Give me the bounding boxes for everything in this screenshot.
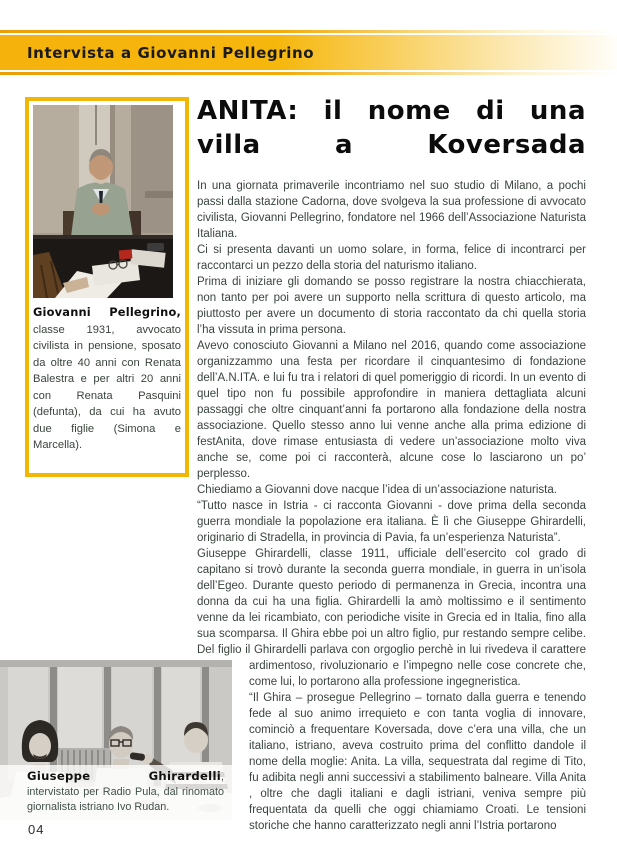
body-paragraph: Ci si presenta davanti un uomo solare, in forma, felice di incontrarci per raccontarci un pezzo della storia del naturismo italiano. — [197, 244, 586, 272]
body-paragraph: In una giornata primaverile incontriamo nel suo studio di Milano, a pochi passi dalla stazione Cadorna, dove svolgeva la sua professione di avvocato civilista, Giovanni Pellegrino, fondatore nel 1966 dell’Associazione Naturista Italiana. — [197, 180, 586, 240]
interview-caption-name: Giuseppe Ghirardelli — [27, 769, 221, 783]
interview-caption-text: , intervistato per Radio Pula, dal rinomato giornalista istriano Ivo Rudan. — [27, 771, 224, 813]
header-top-stripe — [0, 30, 617, 33]
portrait-caption — [33, 304, 181, 454]
portrait-frame — [25, 97, 189, 477]
body-paragraph: “Tutto nasce in Istria - ci racconta Giovanni - dove prima della seconda guerra mondiale la popolazione era italiana. È lì che Giuseppe Ghirardelli, originario di Stradella, in provincia di Pavia, fa un’esperienza Naturista”. — [197, 500, 586, 544]
portrait-caption-name: Giovanni Pellegrino, — [33, 305, 181, 319]
body-paragraph: “Il Ghira – prosegue Pellegrino – tornato dalla guerra e tenendo fede al suo animo irrequieto e con tanta voglia di innovare, cominciò a frequentare Koversada, dove c’era una villa, che un italiano, istriano, aveva costruito prima del conflitto dandole il nome della moglie: Anita. La villa, sequestrata dal regime di Tito, fu adibita negli anni successivi a stabilimento balneare. Villa Anita , oltre che dagli italiani e dagli istriani, veniva sempre più frequentata da quelli che oggi chiamiamo Croati. Le tensioni storiche che hanno caratterizzato negli anni l’Istria portarono — [249, 692, 586, 832]
body-paragraph: Prima di iniziare gli domando se posso registrare la nostra chiacchierata, non tanto per poi avere un supporto nella scrittura di questo articolo, ma piuttosto per avere un documento di storia raccontato da chi quella storia l’ha vissuta in prima persona. — [197, 276, 586, 336]
body-paragraph: Avevo conosciuto Giovanni a Milano nel 2016, quando come associazione organizzammo una festa per ricordare il cinquantesimo di fondazione dell’A.N.ITA. e lui fu tra i relatori di quel pomeriggio di ricordi. In un evento di quel tipo non fu possibile approfondire in maniera dettagliata alcuni passaggi che oltre cinquant’anni fa portarono alla fondazione della nostra associazione. Quello stesso anno lui venne anche alla prima edizione di festAnita, dove rimase entusiasta di vedere un’associazione molto viva anche se, come poi ci racconterà, alcune cose lo lasciarono un po’ perplesso. — [197, 340, 586, 480]
article-title-line2: villa a Koversada — [197, 130, 586, 160]
giovanni-pellegrino-photo — [33, 105, 173, 298]
header-title: Intervista a Giovanni Pellegrino — [27, 43, 315, 62]
article-body-top — [197, 178, 586, 658]
body-paragraph: ardimentoso, rivoluzionario e l’impegno nelle cose concrete che, come lui, lo portarono alla professione ingegneristica. — [249, 660, 586, 688]
portrait-caption-text: classe 1931, avvocato civilista in pensione, sposato da oltre 40 anni con Renata Balestra e per altri 20 anni con Renata Pasquini (defunta), da cui ha avuto due figlie (Simona e Marcella). — [33, 323, 181, 451]
page-number: 04 — [28, 822, 45, 837]
interview-photo-caption — [0, 765, 232, 820]
interview-photo-block — [0, 660, 232, 820]
body-paragraph: Giuseppe Ghirardelli, classe 1911, ufficiale dell’esercito col grado di capitano si trovò durante la seconda guerra mondiale, in guerra in un’isola dell’Egeo. Durante questo periodo di permanenza in Grecia, incontra una donna da cui ha una figlia. Ghirardelli la amò moltissimo e il sentimento venne da lei ricambiato, con periodiche visite in Grecia ed in Italia, fino alla sua scomparsa. Il Ghira ebbe poi un altro figlio, pur restando sempre celibe. Del figlio il Ghirardelli parlava con orgoglio perchè in lui rivedeva il carattere — [197, 548, 586, 656]
body-paragraph: Chiediamo a Giovanni dove nacque l’idea di un’associazione naturista. — [197, 484, 557, 496]
header-bottom-stripe — [0, 72, 617, 75]
header-bar — [0, 35, 617, 70]
article-body-wrapped — [197, 658, 586, 834]
article-title-line1: ANITA: il nome di una — [197, 96, 586, 126]
